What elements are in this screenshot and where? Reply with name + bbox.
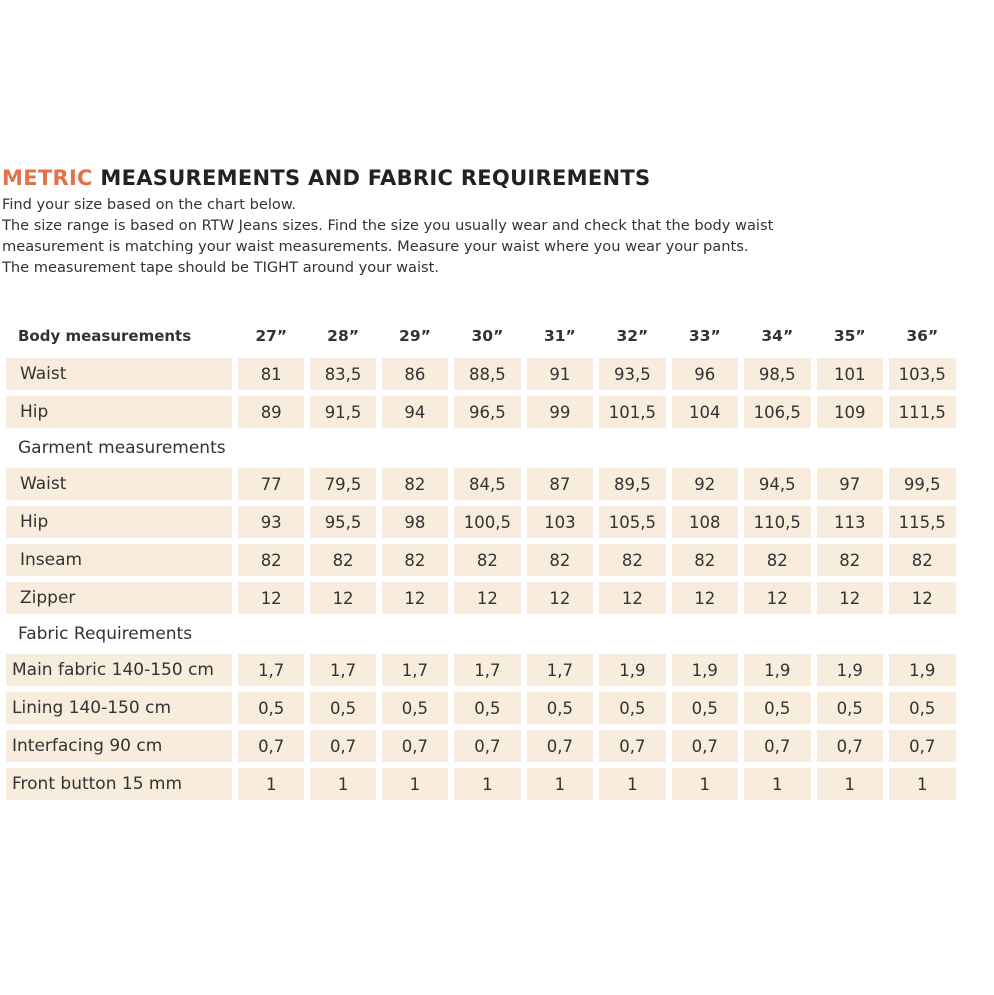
- garment-value: 12: [382, 582, 448, 614]
- garment-value: 93: [238, 506, 304, 538]
- garment-value: 12: [454, 582, 521, 614]
- garment-value: 82: [599, 544, 666, 576]
- fabric-value: 0,5: [454, 692, 521, 724]
- body-value: 81: [238, 358, 304, 390]
- fabric-value: 0,7: [672, 730, 738, 762]
- garment-value: 77: [238, 468, 304, 500]
- body-value: 109: [817, 396, 883, 428]
- body-value: 101,5: [599, 396, 666, 428]
- size-chart-body: [6, 320, 956, 800]
- garment-value: 82: [382, 468, 448, 500]
- fabric-value: 1,7: [527, 654, 593, 686]
- fabric-row: [6, 692, 956, 724]
- fabric-value: 1: [382, 768, 448, 800]
- garment-value: 12: [817, 582, 883, 614]
- body-measurements-header: Body measurements: [18, 327, 192, 345]
- garment-value: 115,5: [889, 506, 956, 538]
- size-header: 35”: [833, 327, 866, 345]
- fabric-value: 0,7: [238, 730, 304, 762]
- fabric-value: 1,7: [454, 654, 521, 686]
- garment-value: 103: [527, 506, 593, 538]
- body-value: 96: [672, 358, 738, 390]
- fabric-value: 1,7: [382, 654, 448, 686]
- fabric-value: 1,7: [310, 654, 376, 686]
- garment-row: [6, 582, 956, 614]
- fabric-value: 1: [310, 768, 376, 800]
- fabric-value: 1,9: [744, 654, 811, 686]
- garment-value: 82: [744, 544, 811, 576]
- title-rest: MEASUREMENTS AND FABRIC REQUIREMENTS: [92, 166, 651, 190]
- fabric-label: Lining 140-150 cm: [6, 692, 232, 724]
- body-value: 99: [527, 396, 593, 428]
- fabric-value: 1: [817, 768, 883, 800]
- size-header: 30”: [471, 327, 504, 345]
- intro-text: [2, 194, 773, 278]
- fabric-value: 0,7: [454, 730, 521, 762]
- garment-value: 92: [672, 468, 738, 500]
- fabric-label: Interfacing 90 cm: [6, 730, 232, 762]
- fabric-value: 0,5: [889, 692, 956, 724]
- garment-value: 12: [310, 582, 376, 614]
- garment-value: 100,5: [454, 506, 521, 538]
- garment-value: 84,5: [454, 468, 521, 500]
- body-value: 103,5: [889, 358, 956, 390]
- garment-value: 82: [238, 544, 304, 576]
- garment-label: Zipper: [6, 582, 232, 614]
- body-value: 83,5: [310, 358, 376, 390]
- intro-line: measurement is matching your waist measurements. Measure your waist where you wear your pants.: [2, 238, 749, 255]
- intro-line: The size range is based on RTW Jeans sizes. Find the size you usually wear and check that the body waist: [2, 217, 774, 234]
- fabric-value: 1,9: [889, 654, 956, 686]
- intro-line: Find your size based on the chart below.: [2, 196, 297, 213]
- garment-value: 105,5: [599, 506, 666, 538]
- garment-value: 87: [527, 468, 593, 500]
- garment-value: 98: [382, 506, 448, 538]
- garment-value: 12: [889, 582, 956, 614]
- intro-line: The measurement tape should be TIGHT around your waist.: [2, 259, 440, 276]
- fabric-value: 1: [599, 768, 666, 800]
- garment-value: 99,5: [889, 468, 956, 500]
- fabric-value: 0,7: [599, 730, 666, 762]
- body-row: [6, 358, 956, 390]
- body-row: [6, 396, 956, 428]
- garment-label: Inseam: [6, 544, 232, 576]
- body-value: 106,5: [744, 396, 811, 428]
- size-header: 31”: [543, 327, 576, 345]
- fabric-value: 1,9: [599, 654, 666, 686]
- body-label: Waist: [6, 358, 232, 390]
- fabric-row: [6, 654, 956, 686]
- garment-value: 12: [238, 582, 304, 614]
- garment-label: Waist: [6, 468, 232, 500]
- header-row: [6, 320, 956, 352]
- size-header: 33”: [688, 327, 721, 345]
- fabric-value: 0,5: [238, 692, 304, 724]
- garment-row: [6, 506, 956, 538]
- body-value: 96,5: [454, 396, 521, 428]
- body-label: Hip: [6, 396, 232, 428]
- garment-value: 89,5: [599, 468, 666, 500]
- size-chart-table: [0, 314, 962, 806]
- garment-value: 12: [672, 582, 738, 614]
- garment-value: 12: [527, 582, 593, 614]
- body-value: 101: [817, 358, 883, 390]
- body-value: 94: [382, 396, 448, 428]
- fabric-value: 1,9: [672, 654, 738, 686]
- size-header: 28”: [327, 327, 359, 345]
- garment-value: 95,5: [310, 506, 376, 538]
- fabric-value: 0,7: [382, 730, 448, 762]
- fabric-value: 1: [889, 768, 956, 800]
- size-header: 36”: [906, 327, 939, 345]
- garment-value: 82: [817, 544, 883, 576]
- fabric-section-title: Fabric Requirements: [18, 624, 193, 644]
- garment-row: [6, 468, 956, 500]
- garment-value: 82: [889, 544, 956, 576]
- fabric-value: 1: [527, 768, 593, 800]
- garment-value: 82: [310, 544, 376, 576]
- body-value: 93,5: [599, 358, 666, 390]
- fabric-value: 0,5: [310, 692, 376, 724]
- body-value: 86: [382, 358, 448, 390]
- size-header: 34”: [761, 327, 794, 345]
- fabric-value: 1: [672, 768, 738, 800]
- body-value: 88,5: [454, 358, 521, 390]
- body-value: 91: [527, 358, 593, 390]
- fabric-value: 0,7: [527, 730, 593, 762]
- fabric-value: 0,5: [527, 692, 593, 724]
- garment-value: 12: [599, 582, 666, 614]
- body-value: 89: [238, 396, 304, 428]
- page-title: [2, 166, 650, 190]
- garment-value: 113: [817, 506, 883, 538]
- garment-label: Hip: [6, 506, 232, 538]
- fabric-value: 0,5: [744, 692, 811, 724]
- garment-value: 110,5: [744, 506, 811, 538]
- garment-value: 82: [672, 544, 738, 576]
- body-value: 98,5: [744, 358, 811, 390]
- garment-value: 12: [744, 582, 811, 614]
- fabric-value: 0,7: [889, 730, 956, 762]
- garment-section-title-row: [6, 434, 956, 462]
- garment-row: [6, 544, 956, 576]
- size-header: 29”: [399, 327, 431, 345]
- fabric-value: 1,7: [238, 654, 304, 686]
- fabric-value: 0,5: [599, 692, 666, 724]
- garment-value: 94,5: [744, 468, 811, 500]
- garment-value: 108: [672, 506, 738, 538]
- body-value: 111,5: [889, 396, 956, 428]
- fabric-row: [6, 730, 956, 762]
- garment-value: 82: [527, 544, 593, 576]
- garment-value: 79,5: [310, 468, 376, 500]
- fabric-value: 0,5: [817, 692, 883, 724]
- fabric-row: [6, 768, 956, 800]
- body-value: 91,5: [310, 396, 376, 428]
- fabric-value: 1: [238, 768, 304, 800]
- fabric-section-title-row: [6, 620, 956, 648]
- size-header: 27”: [255, 327, 288, 345]
- body-value: 104: [672, 396, 738, 428]
- fabric-value: 1,9: [817, 654, 883, 686]
- garment-value: 97: [817, 468, 883, 500]
- fabric-value: 0,5: [672, 692, 738, 724]
- fabric-label: Front button 15 mm: [6, 768, 232, 800]
- fabric-value: 0,5: [382, 692, 448, 724]
- title-accent: METRIC: [2, 166, 93, 190]
- garment-value: 82: [382, 544, 448, 576]
- fabric-value: 1: [454, 768, 521, 800]
- fabric-value: 0,7: [310, 730, 376, 762]
- fabric-value: 0,7: [744, 730, 811, 762]
- fabric-value: 1: [744, 768, 811, 800]
- garment-section-title: Garment measurements: [18, 438, 226, 458]
- fabric-label: Main fabric 140-150 cm: [6, 654, 232, 686]
- fabric-value: 0,7: [817, 730, 883, 762]
- size-header: 32”: [616, 327, 649, 345]
- garment-value: 82: [454, 544, 521, 576]
